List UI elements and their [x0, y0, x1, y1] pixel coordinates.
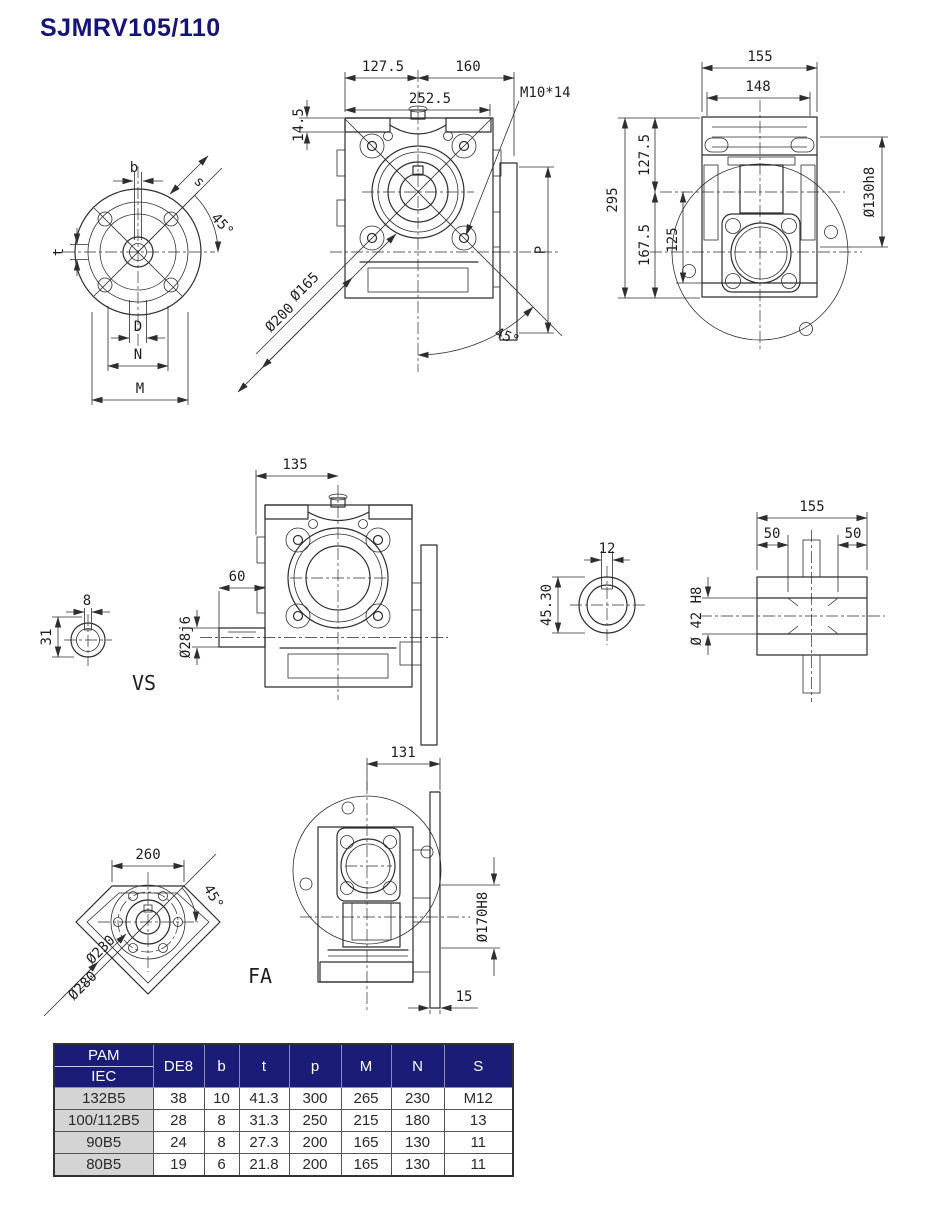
dim-label-dia200: Ø200	[262, 300, 298, 336]
cell: 8	[204, 1110, 239, 1132]
cell: 21.8	[239, 1154, 289, 1177]
dim-label-t: t	[51, 247, 67, 257]
cell: 180	[391, 1110, 444, 1132]
dim-label-s: s	[190, 173, 208, 191]
dim-label-252-5: 252.5	[408, 91, 452, 107]
dim-label-45-front: 45°	[492, 324, 522, 350]
header-m: M	[341, 1044, 391, 1088]
gearbox-body-fa	[293, 782, 470, 1012]
cell: 250	[289, 1110, 341, 1132]
dim-label-b: b	[129, 160, 139, 176]
dim-label-dia280: Ø280	[65, 968, 101, 1004]
cell: 200	[289, 1132, 341, 1154]
dim-label-155-section: 155	[799, 499, 825, 515]
flange-centerlines	[63, 166, 222, 348]
dim-label-160: 160	[455, 59, 481, 75]
gearbox-body-vs	[219, 494, 437, 745]
dim-label-dia28j6: Ø28j6	[178, 615, 194, 659]
table-header-row	[54, 1044, 513, 1088]
gearbox-body-front	[337, 106, 517, 340]
dim-label-M: M	[135, 381, 145, 397]
hollow-shaft-section	[700, 530, 885, 702]
dim-label-45: 45°	[207, 210, 237, 240]
dim-label-8: 8	[82, 593, 92, 609]
cell: 6	[204, 1154, 239, 1177]
dim-label-45-fa: 45°	[199, 882, 227, 912]
dim-label-15: 15	[455, 989, 473, 1005]
cell: 165	[341, 1132, 391, 1154]
cell: 38	[153, 1088, 204, 1110]
cell: 8	[204, 1132, 239, 1154]
cell: 41.3	[239, 1088, 289, 1110]
row-label: 80B5	[54, 1154, 153, 1177]
view-vs	[39, 457, 448, 745]
header-pam-iec	[54, 1044, 153, 1088]
dim-label-125: 125	[665, 227, 681, 253]
view-flange-face	[51, 156, 236, 405]
dim-label-dia230: Ø230	[83, 932, 119, 968]
dim-label-dia165: Ø165	[287, 269, 323, 305]
dim-label-50-right: 50	[844, 526, 862, 542]
dim-label-295: 295	[605, 187, 621, 213]
cell: 11	[444, 1154, 513, 1177]
view-sections	[539, 499, 885, 702]
table-row	[54, 1132, 513, 1154]
cell: 24	[153, 1132, 204, 1154]
cell: 200	[289, 1154, 341, 1177]
dim-label-45-30: 45.30	[539, 583, 555, 627]
header-s: S	[444, 1044, 513, 1088]
cell: 165	[341, 1154, 391, 1177]
dim-label-60: 60	[228, 569, 246, 585]
fa-side-dimensions	[367, 745, 500, 1014]
dim-label-dia170h8: Ø170H8	[475, 891, 491, 943]
fa-face-dimensions	[44, 847, 226, 1016]
row-label: 100/112B5	[54, 1110, 153, 1132]
view-fa	[44, 745, 500, 1016]
cell: 27.3	[239, 1132, 289, 1154]
dim-label-260: 260	[135, 847, 161, 863]
cell: 130	[391, 1132, 444, 1154]
table-row	[54, 1110, 513, 1132]
dim-label-N: N	[133, 347, 143, 363]
dim-label-155-side: 155	[747, 49, 773, 65]
table-row	[54, 1088, 513, 1110]
cell: 230	[391, 1088, 444, 1110]
cell: 130	[391, 1154, 444, 1177]
cell: 19	[153, 1154, 204, 1177]
front-dimensions	[238, 59, 571, 392]
cell: 265	[341, 1088, 391, 1110]
bore-section-circle	[539, 541, 645, 645]
dim-label-127-5: 127.5	[361, 59, 405, 75]
cell: 300	[289, 1088, 341, 1110]
header-b: b	[204, 1044, 239, 1088]
vs-dimensions	[178, 457, 338, 665]
cell: 28	[153, 1110, 204, 1132]
row-label: 90B5	[54, 1132, 153, 1154]
cell: 31.3	[239, 1110, 289, 1132]
cell: 13	[444, 1110, 513, 1132]
cell: 10	[204, 1088, 239, 1110]
flange-dimensions	[51, 156, 236, 405]
vs-centerlines	[200, 485, 448, 700]
fa-view-label: FA	[247, 964, 273, 988]
dim-label-148: 148	[745, 79, 771, 95]
dim-label-dia130h8: Ø130h8	[862, 166, 878, 218]
cell: M12	[444, 1088, 513, 1110]
cell: 215	[341, 1110, 391, 1132]
vs-shaft-end-detail	[39, 593, 112, 666]
page-title: SJMRV105/110	[40, 14, 221, 42]
side-centerlines	[650, 100, 862, 352]
dim-label-50-left: 50	[763, 526, 781, 542]
dim-label-D: D	[133, 319, 143, 335]
cell: 11	[444, 1132, 513, 1154]
header-iec: IEC	[91, 1067, 117, 1085]
dim-label-167-5: 167.5	[637, 223, 653, 267]
side-dimensions	[605, 49, 888, 298]
dim-label-P: P	[533, 245, 549, 255]
dimension-table	[53, 1043, 514, 1177]
dim-label-14-5: 14.5	[291, 108, 307, 142]
header-n: N	[391, 1044, 444, 1088]
header-p: p	[289, 1044, 341, 1088]
dim-label-12: 12	[598, 541, 616, 557]
header-pam: PAM	[55, 1046, 153, 1067]
dim-label-m10x14: M10*14	[520, 85, 571, 101]
view-side	[605, 49, 888, 352]
row-label: 132B5	[54, 1088, 153, 1110]
dim-label-135: 135	[282, 457, 308, 473]
dim-label-31: 31	[39, 628, 55, 646]
header-t: t	[239, 1044, 289, 1088]
header-de8: DE8	[153, 1044, 204, 1088]
dim-label-131: 131	[390, 745, 416, 761]
dim-label-dia42h8: Ø 42 H8	[689, 586, 705, 646]
table-row	[54, 1154, 513, 1177]
vs-view-label: VS	[131, 671, 157, 695]
dim-label-127-5-side: 127.5	[637, 133, 653, 177]
fa-flange-face	[76, 854, 220, 994]
view-front	[238, 59, 571, 392]
